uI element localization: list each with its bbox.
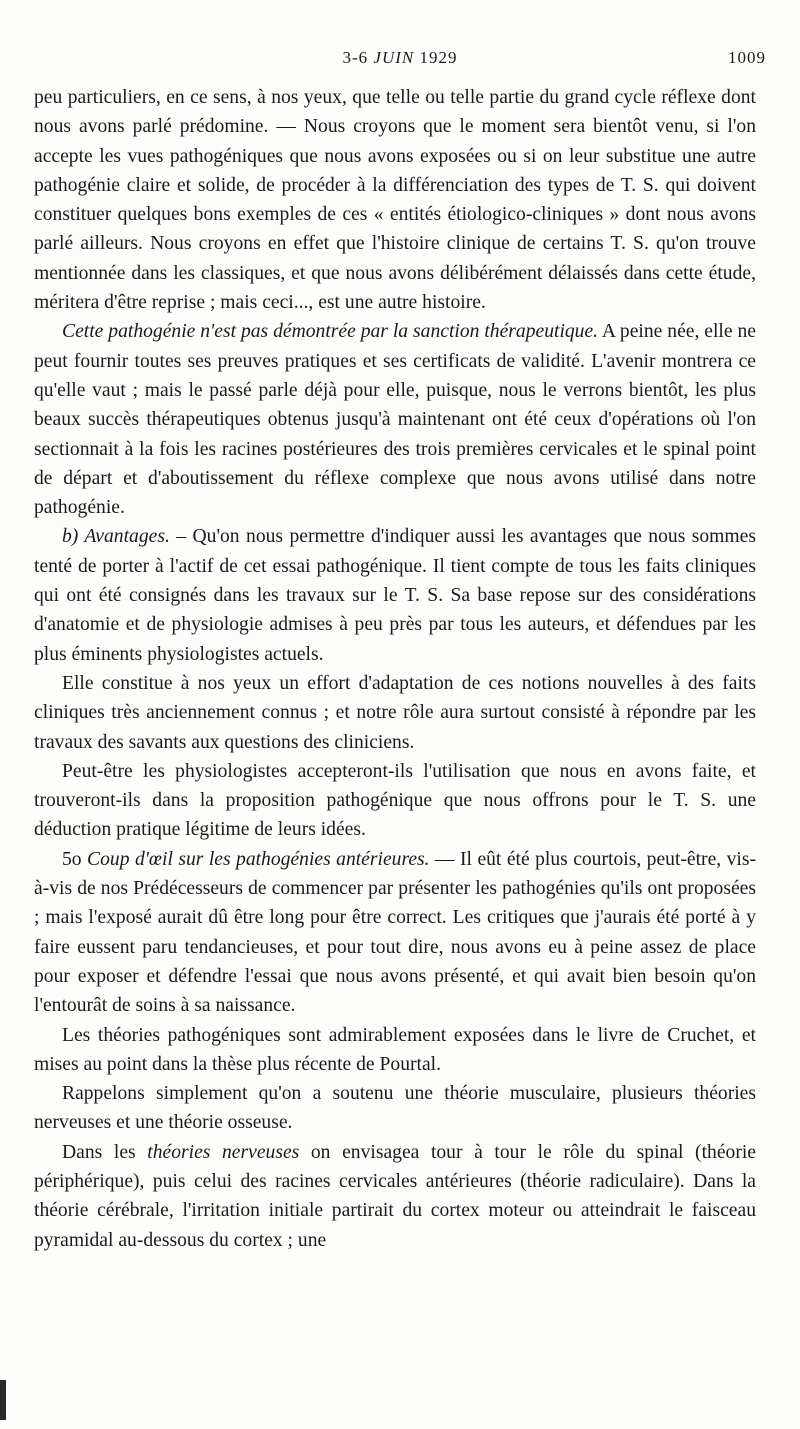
- paragraph-2-italic: Cette pathogénie n'est pas démontrée par la sanction thérapeutique.: [62, 321, 599, 343]
- paragraph-8: Rappelons simplement qu'on a soutenu une théorie musculaire, plusieurs théories nerveuses et une théorie osseuse.: [34, 1083, 756, 1134]
- header-month: JUIN: [373, 48, 415, 67]
- paragraph-3-label: b) Avantages.: [62, 526, 170, 548]
- paragraph-3: [34, 522, 756, 668]
- paragraph-6-italic: Coup d'œil sur les pathogénies antérieures.: [87, 848, 430, 870]
- paragraph-9-italic: théories nerveuses: [147, 1141, 300, 1163]
- paragraph-2: [34, 317, 756, 522]
- paragraph-9: [34, 1138, 756, 1255]
- paragraph-7: Les théories pathogéniques sont admirablement exposées dans le livre de Cruchet, et mises au point dans la thèse plus récente de Pourtal.: [34, 1024, 756, 1075]
- paragraph-5: Peut-être les physiologistes accepteront-ils l'utilisation que nous en avons faite, et trouveront-ils dans la proposition pathogénique que nous offrons pour le T. S. une déduction pratique légitime de leurs idées.: [34, 760, 756, 841]
- running-header: [30, 48, 770, 72]
- body-text: [34, 83, 756, 1255]
- paragraph-9-rest: on envisagea tour à tour le rôle du spinal (théorie périphérique), puis celui des racines cervicales antérieures (théorie radiculaire). Dans la théorie cérébrale, l'irritation initiale partirait du cortex moteur ou atteindrait le faisceau pyramidal au-dessous du cortex ; une: [34, 1141, 756, 1251]
- paragraph-3-rest: – Qu'on nous permettre d'indiquer aussi les avantages que nous sommes tenté de porter à l'actif de cet essai pathogénique. Il tient compte de tous les faits cliniques qui ont été consignés dans les travaux sur le T. S. Sa base repose sur des considérations d'anatomie et de physiologie admises à peu près par tous les auteurs, et défendues par les plus éminents physiologistes actuels.: [34, 526, 756, 665]
- page-number: 1009: [728, 48, 766, 67]
- binding-mark: [0, 1380, 6, 1420]
- paragraph-6: [34, 845, 756, 1021]
- paragraph-6-rest: — Il eût été plus courtois, peut-être, vis-à-vis de nos Prédécesseurs de commencer par présenter les pathogénies qu'ils ont proposées ; mais l'exposé aurait dû être long pour être correct. Les critiques que j'aurais été porté à y faire eussent paru tendancieuses, et pour tout dire, nous avons eu à peine assez de place pour exposer et défendre l'essai que nous avons présenté, et qui avait bien besoin qu'on l'entourât de soins à sa naissance.: [34, 848, 757, 1017]
- paragraph-1: peu particuliers, en ce sens, à nos yeux, que telle ou telle partie du grand cycle réflexe dont nous avons parlé prédomine. — Nous croyons que le moment sera bientôt venu, si l'on accepte les vues pathogéniques que nous avons exposées ou si on leur substitue une autre pathogénie claire et solide, de procéder à la différenciation des types de T. S. qui doivent constituer quelques bons exemples de ces « entités étiologico-cliniques » dont nous avons parlé ailleurs. Nous croyons en effet que l'histoire clinique de certains T. S. qu'on trouve mentionnée dans les classiques, et que nous avons délibérément délaissés dans cette étude, méritera d'être reprise ; mais ceci..., est une autre histoire.: [34, 87, 756, 314]
- paragraph-4: Elle constitue à nos yeux un effort d'adaptation de ces notions nouvelles à des faits cliniques très anciennement connus ; et notre rôle aura surtout consisté à répondre par les travaux des savants aux questions des cliniciens.: [34, 672, 756, 753]
- paragraph-6-number: 5o: [62, 848, 88, 870]
- header-day: 3-6: [342, 48, 369, 67]
- paragraph-9-start: Dans les: [62, 1141, 148, 1163]
- header-date: [30, 48, 770, 68]
- paragraph-2-rest: A peine née, elle ne peut fournir toutes ses preuves pratiques et ses certificats de validité. L'avenir montrera ce qu'elle vaut ; mais le passé parle déjà pour elle, puisque, nous le verrons bientôt, les plus beaux succès thérapeutiques obtenus jusqu'à maintenant ont été ceux d'opérations où l'on sectionnait à la fois les racines postérieures des trois premières cervicales et le spinal point de départ et d'aboutissement du réflexe complexe que nous avons utilisé dans notre pathogénie.: [34, 321, 756, 519]
- header-year: 1929: [419, 48, 458, 67]
